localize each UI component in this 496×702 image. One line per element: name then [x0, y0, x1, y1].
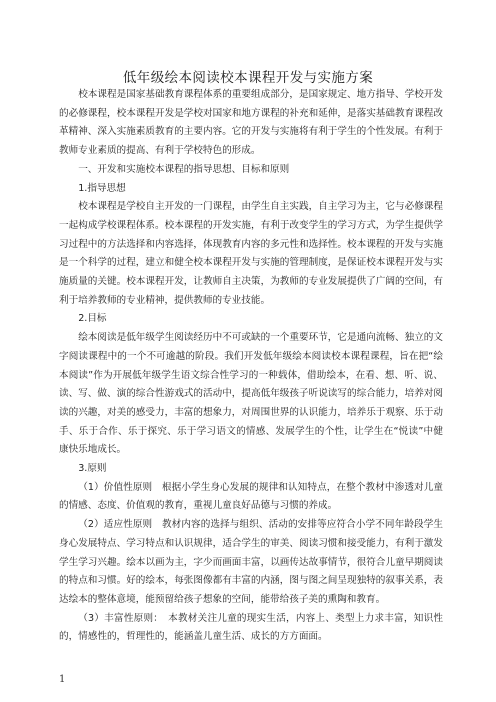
principle-paragraph: （2）适应性原则 教材内容的选择与组织、活动的安排等应符合小学不同年龄段学生身心发展特点、学习特点和认识规律，适合学生的审美、阅读习惯和接受能力，有利于激发学生学习兴趣。绘本以画为主，字少而画面丰富，以画传达故事情节，很符合儿童早期阅读的特点和习惯。好的绘本，每张图像都有丰富的内涵，图与图之间呈现独特的叙事关系，表达绘本的整体意境，能预留给孩子想象的空间，能带给孩子美的熏陶和教育。 — [59, 519, 443, 605]
body-paragraph: 绘本阅读是低年级学生阅读经历中不可或缺的一个重要环节，它是通向流畅、独立的文字阅读课程中的一个不可逾越的阶段。我们开发低年级绘本阅读校本课程课程，旨在把“绘本阅读”作为开展低年级学生语文综合性学习的一种载体，借助绘本，在看、想、听、说、读、写、做、演的综合性游戏式的活动中，提高低年级孩子听说读写的综合能力，培养对阅读的兴趣，对美的感受力，丰富的想象力，对周围世界的认识能力，培养乐于观察、乐于动手、乐于合作、乐于探究、乐于学习语文的情感、发展学生的个性，让学生在“悦读”中健康快乐地成长。 — [59, 332, 443, 456]
subsection-heading: 3.原则 — [78, 463, 107, 475]
subsection-heading: 2.目标 — [78, 313, 107, 325]
principle-paragraph: （1）价值性原则 根据小学生身心发展的规律和认知特点，在整个教材中渗透对儿童的情感、态度、价值观的教育，重视儿童良好品德与习惯的养成。 — [59, 481, 443, 512]
principle-paragraph: （3）丰富性原则： 本教材关注儿童的现实生活，内容上、类型上力求丰富，知识性的，情感性的，哲理性的，能涵盖儿童生活、成长的方方面面。 — [59, 612, 443, 643]
page-number: 1 — [59, 674, 66, 685]
section-heading: 一、开发和实施校本课程的指导思想、目标和原则 — [78, 163, 290, 175]
intro-paragraph: 校本课程是国家基础教育课程体系的重要组成部分，是国家规定、地方指导、学校开发的必修课程，校本课程开发是学校对国家和地方课程的补充和延伸，是落实基础教育课程改革精神、深入实施素质教育的主要内容。它的开发与实施将有利于学生的个性发展。有利于教师专业素质的提高、有利于学校特色的形成。 — [59, 89, 443, 157]
subsection-heading: 1.指导思想 — [78, 182, 126, 194]
document-title: 低年级绘本阅读校本课程开发与实施方案 — [122, 70, 374, 86]
body-paragraph: 校本课程是学校自主开发的一门课程，由学生自主实践，自主学习为主，它与必修课程一起构成学校课程体系。校本课程的开发实施，有利于改变学生的学习方式，为学生提供学习过程中的方法选择和内容选择，体现教育内容的多元性和选择性。校本课程的开发与实施是一个科学的过程，建立和健全校本课程开发与实施的管理制度，是保证校本课程开发与实施质量的关键。校本课程开发，让教师自主决策，为教师的专业发展提供了广阔的空间，有利于培养教师的专业精神，提供教师的专业技能。 — [59, 201, 443, 306]
document-body — [59, 86, 443, 647]
